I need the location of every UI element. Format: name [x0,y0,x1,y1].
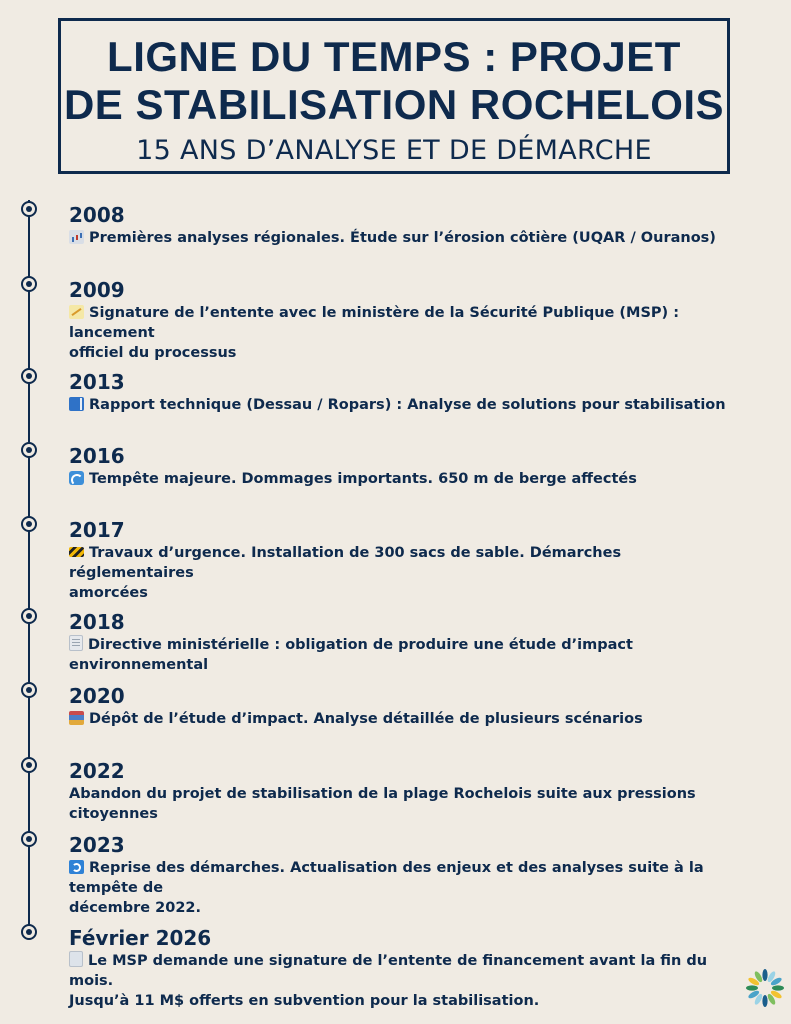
event-year: 2018 [69,610,125,634]
event-description: Directive ministérielle : obligation de produire une étude d’impact environnemental [69,637,633,673]
event-description: Travaux d’urgence. Installation de 300 sacs de sable. Démarches réglementaires amorcées [69,545,622,601]
title-line-1: LIGNE DU TEMPS : PROJET [107,33,681,80]
subtitle: 15 ANS D’ANALYSE ET DE DÉMARCHE [136,135,652,166]
timeline-dot [21,516,37,532]
timeline-dot [21,608,37,624]
page-icon [69,635,83,651]
timeline-dot [21,924,37,940]
event-year: Février 2026 [69,926,212,950]
bar-chart-icon [69,230,84,244]
timeline-line [28,200,30,935]
timeline-dot [21,831,37,847]
event-description: Premières analyses régionales. Étude sur l’érosion côtière (UQAR / Ouranos) [69,228,729,248]
wave-icon [69,471,84,485]
event-year: 2009 [69,278,125,302]
blue-book-icon [69,397,84,411]
event-year: 2013 [69,370,125,394]
title-line-2: DE STABILISATION ROCHELOIS [63,81,725,128]
event-year: 2016 [69,444,125,468]
logo-petal [772,985,784,990]
event-year: 2008 [69,203,125,227]
logo-petal [762,995,767,1007]
timeline-dot [21,368,37,384]
flower-logo-icon [742,963,788,1013]
logo-petal [762,969,767,981]
cycle-icon [69,860,84,874]
event-description: Rapport technique (Dessau / Ropars) : Analyse de solutions pour stabilisation [69,395,729,415]
event-description: Abandon du projet de stabilisation de la plage Rochelois suite aux pressions citoyennes [69,786,696,822]
timeline-dot [21,682,37,698]
title-box [58,18,730,174]
timeline-dot [21,442,37,458]
event-description: Signature de l’entente avec le ministère de la Sécurité Publique (MSP) : lancement officiel du processus [69,305,680,361]
event-year: 2023 [69,833,125,857]
timeline-dot [21,276,37,292]
logo-petal [746,985,758,990]
event-description: Tempête majeure. Dommages importants. 650 m de berge affectés [69,469,729,489]
event-year: 2017 [69,518,125,542]
books-icon [69,711,84,725]
event-description: Reprise des démarches. Actualisation des enjeux et des analyses suite à la tempête de décembre 2022. [69,860,704,916]
timeline-dot [21,201,37,217]
event-year: 2020 [69,684,125,708]
event-description: Dépôt de l’étude d’impact. Analyse détaillée de plusieurs scénarios [69,709,729,729]
event-year: 2022 [69,759,125,783]
memo-icon [69,305,84,319]
event-description: Le MSP demande une signature de l’entente de financement avant la fin du mois. Jusqu’à 11 M$ offerts en subvention pour la stabilisation. [69,953,708,1009]
document-icon [69,951,83,967]
construction-icon [69,547,84,557]
timeline-dot [21,757,37,773]
